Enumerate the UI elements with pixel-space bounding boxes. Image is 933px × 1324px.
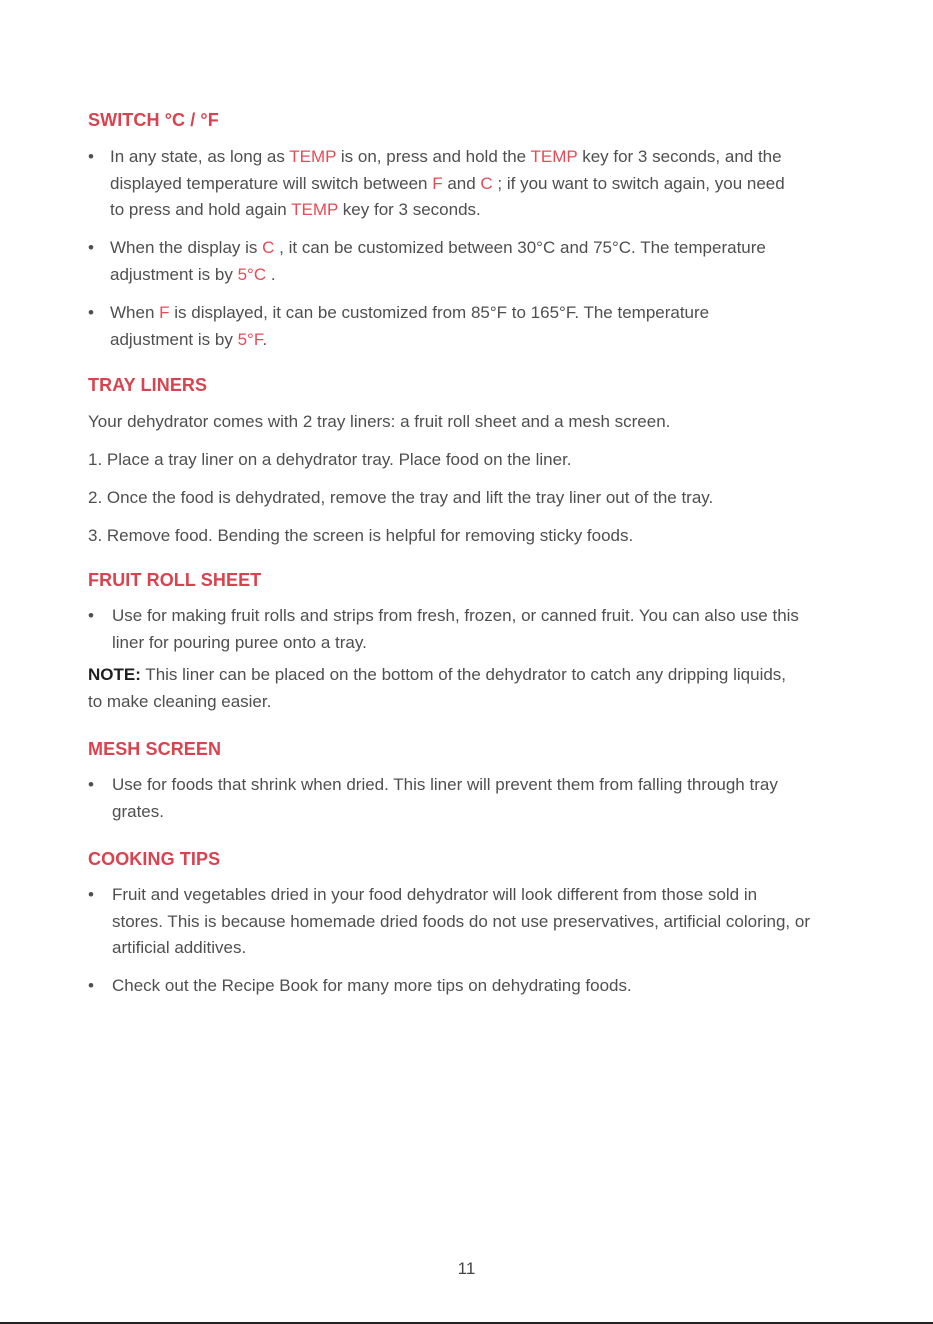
tray-step-1: 1. Place a tray liner on a dehydrator tray. Place food on the liner. xyxy=(88,450,572,469)
fruit-bullet-1: • Use for making fruit rolls and strips from fresh, frozen, or canned fruit. You can also use this liner for pouring puree onto a tray. xyxy=(88,603,848,656)
tray-step-3: 3. Remove food. Bending the screen is helpful for removing sticky foods. xyxy=(88,526,634,545)
fruit-note: NOTE: This liner can be placed on the bottom of the dehydrator to catch any dripping liquids, to make cleaning easier. xyxy=(88,665,787,711)
section-heading-fruit-roll-sheet: FRUIT ROLL SHEET xyxy=(88,570,262,590)
switch-bullet-1: • In any state, as long as TEMP is on, press and hold the TEMP key for 3 seconds, and the displayed temperature will switch between F and C ; if you want to switch again, you need to press and hold again TEMP key for 3 seconds. xyxy=(88,144,848,224)
mesh-bullet-1: • Use for foods that shrink when dried. This liner will prevent them from falling through tray grates. xyxy=(88,772,848,825)
section-heading-mesh-screen: MESH SCREEN xyxy=(88,739,222,759)
bullet-icon: • xyxy=(88,303,94,322)
tips-bullet-2: • Check out the Recipe Book for many more tips on dehydrating foods. xyxy=(88,973,868,1000)
section-heading-switch: SWITCH °C / °F xyxy=(88,110,219,130)
tray-intro: Your dehydrator comes with 2 tray liners: a fruit roll sheet and a mesh screen. xyxy=(88,412,671,431)
page-number: 11 xyxy=(457,1259,476,1278)
bullet-icon: • xyxy=(88,147,94,166)
bullet-icon: • xyxy=(88,885,94,904)
bullet-icon: • xyxy=(88,606,94,625)
bullet-icon: • xyxy=(88,976,94,995)
tray-step-2: 2. Once the food is dehydrated, remove the tray and lift the tray liner out of the tray. xyxy=(88,488,714,507)
bullet-icon: • xyxy=(88,238,94,257)
switch-bullet-3: • When F is displayed, it can be customized from 85°F to 165°F. The temperature adjustment is by 5°F. xyxy=(88,300,848,353)
section-heading-tray-liners: TRAY LINERS xyxy=(88,375,208,395)
note-label: NOTE: xyxy=(88,665,141,684)
switch-bullet-2: • When the display is C , it can be customized between 30°C and 75°C. The temperature adjustment is by 5°C . xyxy=(88,235,848,288)
section-heading-cooking-tips: COOKING TIPS xyxy=(88,849,221,869)
bullet-icon: • xyxy=(88,775,94,794)
tips-bullet-1: • Fruit and vegetables dried in your food dehydrator will look different from those sold in stores. This is because homemade dried foods do not use preservatives, artificial coloring, or artificial additives. xyxy=(88,882,868,962)
